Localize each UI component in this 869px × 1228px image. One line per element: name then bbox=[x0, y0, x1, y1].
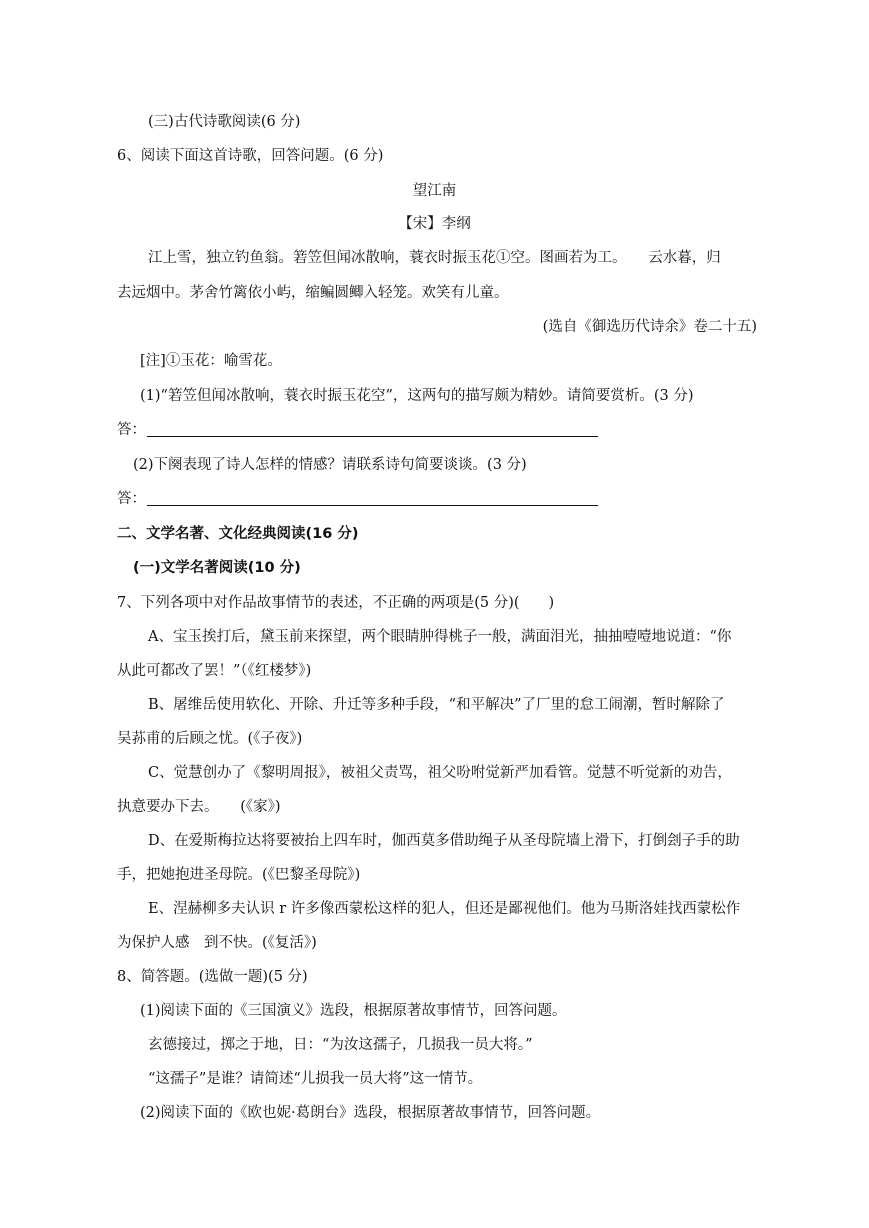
answer-line[interactable] bbox=[147, 436, 598, 437]
option-a-cont: 从此可都改了罢！”（《红楼梦》) bbox=[117, 663, 312, 679]
poem-title: 望江南 bbox=[412, 183, 457, 199]
question-8-sub-1: (1)阅读下面的《三国演义》选段，根据原著故事情节，回答问题。 bbox=[140, 1003, 567, 1019]
question-8-quote: 玄德接过，掷之于地，日：“为汝这孺子，几损我一员大将。” bbox=[148, 1037, 533, 1053]
part-2-sub-heading: (一)文学名著阅读(10 分) bbox=[133, 560, 301, 576]
question-6-sub-1: (1)“箬笠但闻冰散响，蓑衣时振玉花空”，这两句的描写颇为精妙。请简要赏析。(3 分) bbox=[140, 388, 694, 404]
option-c-cont: 执意要办下去。 (《家》) bbox=[117, 799, 281, 815]
part-2-heading: 二、文学名著、文化经典阅读(16 分) bbox=[117, 526, 359, 542]
option-d: D、在爱斯梅拉达将要被抬上四车时，伽西莫多借助绳子从圣母院墙上滑下，打倒刽子手的助 bbox=[148, 833, 740, 849]
answer-label: 答： bbox=[117, 491, 146, 507]
option-e: E、涅赫柳多夫认识 r 许多像西蒙松这样的犯人，但还是鄙视他们。他为马斯洛娃找西蒙松作 bbox=[148, 901, 741, 917]
poem-line: 去远烟中。茅舍竹篱依小屿，缩鳊圆鲫入轻笼。欢笑有儿童。 bbox=[117, 285, 509, 301]
question-8-question: “这孺子”是谁？请简述“儿损我一员大将”这一情节。 bbox=[148, 1071, 483, 1087]
poem-line: 江上雪，独立钓鱼翁。箬笠但闻冰散响，蓑衣时振玉花①空。图画若为工。 云水暮，归 bbox=[148, 250, 721, 266]
answer-line[interactable] bbox=[147, 505, 598, 506]
question-6-prompt: 6、阅读下面这首诗歌，回答问题。(6 分) bbox=[117, 148, 384, 164]
question-6-sub-2: (2)下阕表现了诗人怎样的情感？请联系诗句简要谈谈。(3 分) bbox=[133, 457, 527, 473]
section-heading-poetry: (三)古代诗歌阅读(6 分) bbox=[148, 114, 301, 130]
option-b-cont: 吴荪甫的后顾之忧。(《子夜》) bbox=[117, 731, 303, 747]
option-c: C、觉慧创办了《黎明周报》，被祖父责骂，祖父吩咐觉新严加看管。觉慧不听觉新的劝告， bbox=[148, 765, 732, 781]
option-e-cont: 为保护人感 到不快。(《复活》) bbox=[117, 935, 317, 951]
poem-source: (选自《御选历代诗余》卷二十五) bbox=[542, 319, 757, 335]
option-d-cont: 手，把她抱进圣母院。(《巴黎圣母院》) bbox=[117, 867, 361, 883]
question-7-prompt: 7、下列各项中对作品故事情节的表述，不正确的两项是(5 分)( ) bbox=[117, 595, 555, 611]
poem-note: [注]①玉花：喻雪花。 bbox=[140, 353, 282, 369]
question-8-prompt: 8、简答题。(选做一题)(5 分) bbox=[117, 969, 308, 985]
question-8-sub-2: (2)阅读下面的《欧也妮·葛朗台》选段，根据原著故事情节，回答问题。 bbox=[140, 1105, 601, 1121]
answer-label: 答： bbox=[117, 422, 146, 438]
option-a: A、宝玉挨打后，黛玉前来探望，两个眼睛肿得桃子一般，满面泪光，抽抽噎噎地说道：“你 bbox=[148, 629, 732, 645]
option-b: B、屠维岳使用软化、开除、升迁等多种手段，“和平解决”了厂里的怠工闹潮，暂时解除了 bbox=[148, 697, 725, 713]
poem-author: 【宋】李纲 bbox=[398, 216, 471, 232]
